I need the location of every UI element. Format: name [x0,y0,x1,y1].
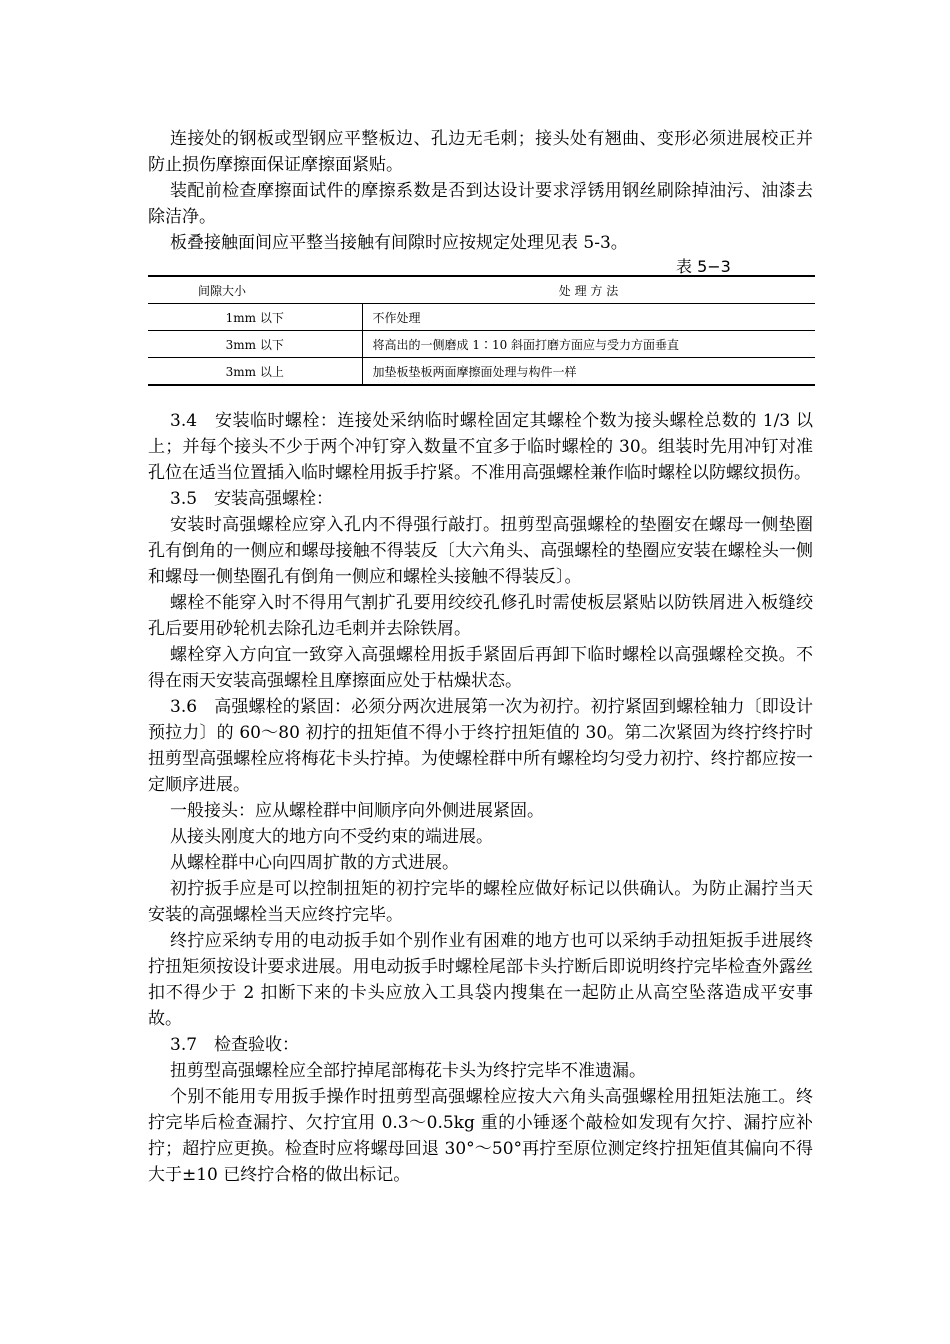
body-section [148,408,813,1188]
table-caption: 表 5−3 [676,257,731,276]
paragraph: 连接处的钢板或型钢应平整板边、孔边无毛刺；接头处有翘曲、变形必须进展校正并防止损伤摩擦面保证摩擦面紧贴。 [148,129,813,175]
table-cell: 1mm 以下 [148,304,362,331]
paragraph: 终拧应采纳专用的电动扳手如个别作业有困难的地方也可以采纳手动扭矩扳手进展终拧扭矩须按设计要求进展。用电动扳手时螺栓尾部卡头拧断后即说明终拧完毕检查外露丝扣不得少于 2 扣断下来的卡头应放入工具袋内搜集在一起防止从高空坠落造成平安事故。 [148,931,813,1029]
intro-section [148,126,813,256]
paragraph: 螺栓不能穿入时不得用气割扩孔要用绞绞孔修孔时需使板层紧贴以防铁屑进入板缝绞孔后要用砂轮机去除孔边毛刺并去除铁屑。 [148,593,813,639]
paragraph: 3.6 高强螺栓的紧固：必须分两次进展第一次为初拧。初拧紧固到螺栓轴力〔即设计预拉力〕的 60～80 初拧的扭矩值不得小于终拧扭矩值的 30。第二次紧固为终拧终拧时扭剪型高强螺栓应将梅花卡头拧掉。为使螺栓群中所有螺栓均匀受力初拧、终拧都应按一定顺序进展。 [148,697,813,795]
paragraph: 从接头刚度大的地方向不受约束的端进展。 [170,827,493,847]
paragraph: 安装时高强螺栓应穿入孔内不得强行敲打。扭剪型高强螺栓的垫圈安在螺母一侧垫圈孔有倒角的一侧应和螺母接触不得装反〔大六角头、高强螺栓的垫圈应安装在螺栓头一侧和螺母一侧垫圈孔有倒角一侧应和螺栓头接触不得装反〕。 [148,515,813,587]
paragraph: 个别不能用专用扳手操作时扭剪型高强螺栓应按大六角头高强螺栓用扭矩法施工。终拧完毕后检查漏拧、欠拧宜用 0.3～0.5kg 重的小锤逐个敲检如发现有欠拧、漏拧应补拧；超拧应更换。检查时应将螺母回退 30°～50°再拧至原位测定终拧扭矩值其偏向不得大于±10 已终拧合格的做出标记。 [148,1087,813,1185]
paragraph: 一般接头：应从螺栓群中间顺序向外侧进展紧固。 [170,801,544,821]
paragraph: 扭剪型高强螺栓应全部拧掉尾部梅花卡头为终拧完毕不准遗漏。 [170,1061,646,1081]
table-cell: 3mm 以上 [148,358,362,386]
paragraph: 从螺栓群中心向四周扩散的方式进展。 [170,853,459,873]
paragraph: 3.4 安装临时螺栓：连接处采纳临时螺栓固定其螺栓个数为接头螺栓总数的 1/3 以上；并每个接头不少于两个冲钉穿入数量不宜多于临时螺栓的 30。组装时先用冲钉对准孔位在适当位置插入临时螺栓用扳手拧紧。不准用高强螺栓兼作临时螺栓以防螺纹损伤。 [148,411,813,483]
table-cell: 将高出的一侧磨成 1∶10 斜面打磨方面应与受力方面垂直 [362,331,815,358]
table-cell: 3mm 以下 [148,331,362,358]
paragraph: 螺栓穿入方向宜一致穿入高强螺栓用扳手紧固后再卸下临时螺栓以高强螺栓交换。不得在雨天安装高强螺栓且摩擦面应处于枯燥状态。 [148,645,813,691]
table-row [148,304,815,331]
table-cell: 加垫板垫板两面摩擦面处理与构件一样 [362,358,815,386]
paragraph: 3.5 安装高强螺栓： [170,489,334,509]
table-header-cell: 间隙大小 [148,276,362,304]
table-row [148,358,815,386]
table-cell: 不作处理 [362,304,815,331]
table-header-row [148,276,815,304]
gap-treatment-table [148,275,815,386]
paragraph: 3.7 检查验收： [170,1035,300,1055]
paragraph: 装配前检查摩擦面试件的摩擦系数是否到达设计要求浮锈用钢丝刷除掉油污、油漆去除洁净。 [148,181,813,227]
table-header-cell: 处 理 方 法 [362,276,815,304]
paragraph: 初拧扳手应是可以控制扭矩的初拧完毕的螺栓应做好标记以供确认。为防止漏拧当天安装的高强螺栓当天应终拧完毕。 [148,879,813,925]
paragraph: 板叠接触面间应平整当接触有间隙时应按规定处理见表 5-3。 [170,233,628,253]
table-row [148,331,815,358]
